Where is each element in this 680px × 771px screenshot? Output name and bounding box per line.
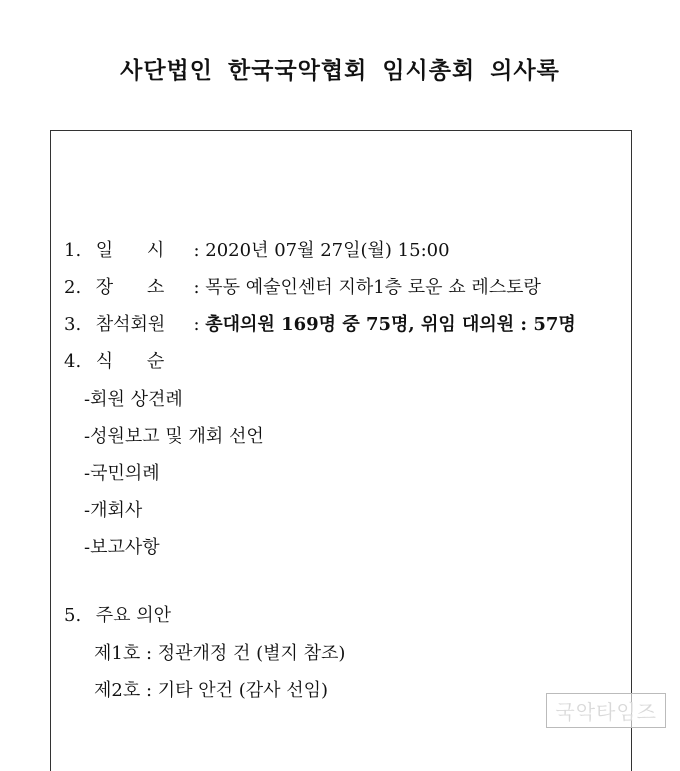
item-number: 3. — [64, 314, 82, 335]
item-agenda — [64, 601, 171, 627]
item-label: 장 소 — [95, 277, 179, 298]
document-title: 사단법인 한국국악협회 임시총회 의사록 — [120, 58, 560, 84]
item-label: 식 순 — [95, 351, 179, 372]
order-item: -성원보고 및 개회 선언 — [84, 426, 264, 447]
item-number: 5. — [64, 605, 82, 626]
document-frame — [50, 130, 632, 771]
item-attendance — [64, 310, 576, 336]
order-item: -개회사 — [84, 500, 143, 521]
item-separator: : — [193, 240, 200, 261]
agenda-entry: 제2호 : 기타 안건 (감사 선임) — [94, 680, 329, 701]
item-number: 1. — [64, 240, 82, 261]
item-date — [64, 236, 450, 262]
item-label: 주요 의안 — [95, 605, 172, 626]
item-label: 일 시 — [95, 240, 179, 261]
order-item: -회원 상견례 — [84, 389, 183, 410]
item-separator: : — [193, 314, 200, 335]
order-item: -보고사항 — [84, 537, 160, 558]
order-item: -국민의례 — [84, 463, 160, 484]
item-place — [64, 273, 541, 299]
item-separator: : — [193, 277, 200, 298]
item-value: 2020년 07월 27일(월) 15:00 — [205, 240, 450, 261]
item-label: 참석회원 — [95, 314, 166, 335]
item-value: 총대의원 169명 중 75명, 위임 대의원 : 57명 — [205, 314, 576, 335]
item-number: 2. — [64, 277, 82, 298]
item-number: 4. — [64, 351, 82, 372]
item-order — [64, 347, 188, 373]
agenda-entry: 제1호 : 정관개정 건 (별지 참조) — [94, 643, 346, 664]
item-value: 목동 예술인센터 지하1층 로운 쇼 레스토랑 — [205, 277, 541, 298]
watermark-logo: 국악타임즈 — [546, 693, 666, 728]
